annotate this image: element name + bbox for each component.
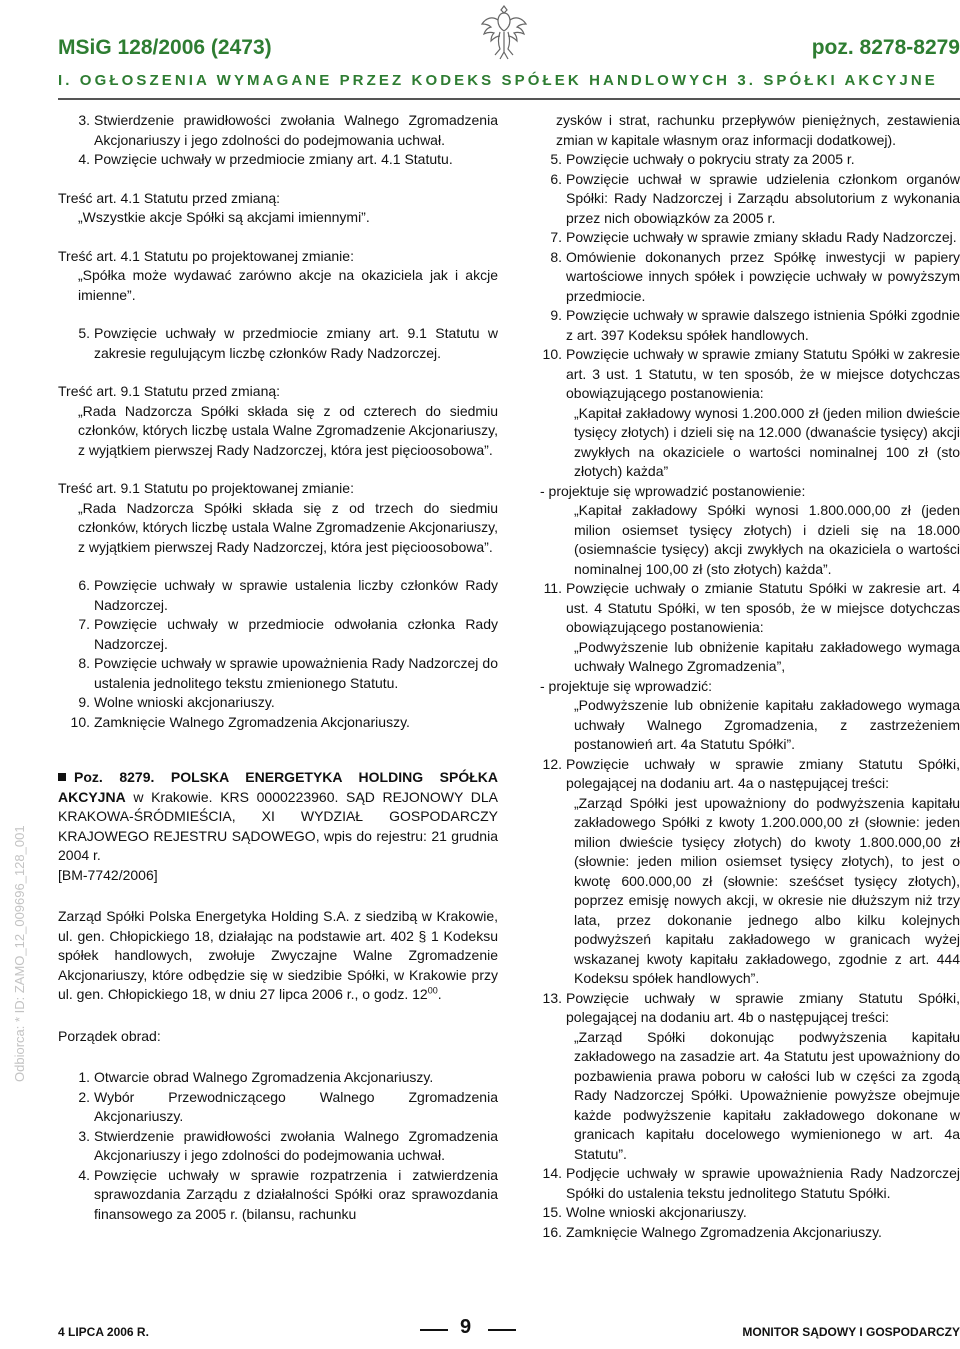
statute-quote: „Kapitał zakładowy Spółki wynosi 1.800.000,00 zł (jeden milion osiemset tysięcy złotych) i dzieli się na 18.000 (osiemnaście tysięcy) akcji zwykłych na okaziciela o wartości nominalnej 100,00 zł (sto złotych) każda”. [574, 502, 960, 577]
notice-body-end: . [437, 986, 442, 1002]
statute-quote: „Podwyższenie lub obniżenie kapitału zakładowego wymaga uchwały Walnego Zgromadzenia”, [574, 638, 960, 674]
item-text: Powzięcie uchwały w sprawie zmiany Statutu Spółki w zakresie art. 3 ust. 1 Statutu, w ten sposób, że w miejsce dotychczas obowiązującego postanowienia: [566, 346, 960, 401]
section-title: I. OGŁOSZENIA WYMAGANE PRZEZ KODEKS SPÓŁEK HANDLOWYCH 3. SPÓŁKI AKCYJNE [58, 72, 938, 89]
item-number: 2. [78, 1088, 90, 1105]
agenda-item [528, 228, 960, 248]
item-number: 5. [78, 325, 90, 341]
publication-name: MONITOR SĄDOWY I GOSPODARCZY [742, 1325, 960, 1339]
article-quote: „Rada Nadzorcza Spółki składa się z od czterech do siedmiu członków, których liczbę ustala Walne Zgromadzenie Akcjonariuszy, z wyjątkiem pierwszej Rady Nadzorczej, która jest pięcioosobowa”. [78, 402, 498, 458]
item-text: Stwierdzenie prawidłowości zwołania Walnego Zgromadzenia Akcjonariuszy i jego zdolności do podejmowania uchwał. [94, 112, 498, 148]
page-number-dash-left [420, 1329, 448, 1331]
article-quote: „Spółka może wydawać zarówno akcje na okaziciela jak i akcje imienne”. [78, 267, 498, 303]
polish-eagle-emblem-icon [478, 2, 530, 62]
agenda-item [528, 306, 960, 345]
agenda-item [528, 989, 960, 1028]
agenda-item [528, 1164, 960, 1203]
item-number: 4. [78, 151, 90, 167]
item-number: 7. [78, 616, 90, 632]
page-number-dash-right [488, 1329, 516, 1331]
item-number: 6. [550, 170, 562, 187]
item-text: Powzięcie uchwały w sprawie rozpatrzenia i zatwierdzenia sprawozdania Zarządu z działalności Spółki oraz sprawozdania finansowego za 2005 r. (bilansu, rachunku [94, 1166, 498, 1222]
notice-details: w Krakowie. KRS 0000223960. SĄD REJONOWY DLA KRAKOWA-ŚRÓDMIEŚCIA, XI WYDZIAŁ GOSPODARCZY KRAJOWEGO REJESTRU SĄDOWEGO, wpis do rejestru: 21 grudnia 2004 r. [58, 788, 498, 863]
left-column [58, 111, 498, 1224]
item-text: Powzięcie uchwał w sprawie udzielenia członkom organów Spółki: Rady Nadzorczej i Zarządu absolutorium z wykonania przez nich obowiązków za 2005 r. [566, 170, 960, 226]
item-text: Wolne wnioski akcjonariuszy. [566, 1204, 747, 1220]
item-number: 9. [550, 307, 562, 323]
agenda-item [58, 1127, 498, 1166]
item-text: Powzięcie uchwały o pokryciu straty za 2005 r. [566, 151, 855, 167]
agenda-item [528, 755, 960, 794]
item-number: 10. [70, 713, 90, 730]
statute-quote: „Zarząd Spółki jest upoważniony do podwyższenia kapitału zakładowego Spółki z kwoty 1.200.000,00 zł (słownie: jeden milion dwieście tysięcy złotych) do kwoty 1.800.000,00 zł (słownie: jeden milion osiemset tysięcy złotych), to jest o kwotę 600.000,00 zł (słownie: sześćset tysięcy złotych), poprzez emisję nowych akcji, w okresie nie dłuższym niż trzy lata, przez dokonanie jednego albo kilku kolejnych podwyższeń kapitału zakładowego w granicach wyżej wskazanej kwoty kapitału zakładowego, zgodnie z art. 444 Kodeksu spółek handlowych”. [574, 794, 960, 986]
article-label: Treść art. 4.1 Statutu po projektowanej zmianie: [58, 247, 354, 264]
header-rule [58, 98, 960, 100]
list-item [58, 615, 498, 654]
item-number: 12. [542, 755, 562, 772]
item-text: Wolne wnioski akcjonariuszy. [94, 694, 275, 710]
notice-header [58, 768, 498, 866]
item-text: Powzięcie uchwały w przedmiocie odwołania członka Rady Nadzorczej. [94, 616, 498, 652]
item-text: Powzięcie uchwały w sprawie zmiany Statutu Spółki, polegającej na dodaniu art. 4a o następującej treści: [566, 755, 960, 791]
item-text: Stwierdzenie prawidłowości zwołania Walnego Zgromadzenia Akcjonariuszy i jego zdolności do podejmowania uchwał. [94, 1127, 498, 1163]
agenda-item [58, 1088, 498, 1127]
agenda-label: Porządek obrad: [58, 1027, 161, 1044]
item-text: Zamknięcie Walnego Zgromadzenia Akcjonariuszy. [94, 713, 410, 730]
position-range: poz. 8278-8279 [811, 36, 960, 59]
article-label: Treść art. 9.1 Statutu przed zmianą: [58, 383, 281, 399]
item-text: Powzięcie uchwały w sprawie ustalenia liczby członków Rady Nadzorczej. [94, 577, 498, 613]
list-item [58, 693, 498, 713]
agenda-item [528, 579, 960, 638]
item-text: Powzięcie uchwały w sprawie zmiany Statutu Spółki, polegającej na dodaniu art. 4b o następującej treści: [566, 989, 960, 1025]
item-text: Powzięcie uchwały w sprawie zmiany składu Rady Nadzorczej. [566, 229, 957, 245]
item-number: 13. [542, 989, 562, 1006]
notice-reference: [BM-7742/2006] [58, 866, 158, 883]
item-text: Powzięcie uchwały w sprawie upoważnienia Rady Nadzorczej do ustalenia jednolitego tekstu zmienionego Statutu. [94, 655, 498, 691]
item-text: Powzięcie uchwały o zmianie Statutu Spółki w zakresie art. 4 ust. 4 Statutu Spółki, w ten sposób, że w miejsce dotychczas obowiązującego postanowienia: [566, 580, 960, 635]
statute-dash-line: - projektuje się wprowadzić: [540, 677, 712, 694]
list-item [58, 150, 498, 170]
list-item [58, 576, 498, 615]
agenda-item [528, 150, 960, 170]
item-number: 8. [550, 248, 562, 265]
agenda-item [528, 170, 960, 229]
notice-title: Poz. 8279. POLSKA ENERGETYKA HOLDING SPÓŁKA AKCYJNA [58, 769, 498, 805]
statute-quote: „Podwyższenie lub obniżenie kapitału zakładowego wymaga uchwały Walnego Zgromadzenia, z zastrzeżeniem postanowień art. 4a Statutu Spółki”. [574, 697, 960, 752]
list-item [58, 111, 498, 150]
item-number: 4. [78, 1166, 90, 1183]
item-number: 15. [542, 1204, 562, 1220]
item-number: 8. [78, 655, 90, 671]
statute-quote: „Zarząd Spółki dokonując podwyższenia kapitału zakładowego na zasadzie art. 4a Statutu jest upoważniony do pozbawienia prawa poboru w całości lub w części za zgodą Rady Nadzorczej Spółki. Upoważnienie powyższe obejmuje każde podwyższenie kapitału zakładowego dokonane w granicach kapitału docelowego wymienionego w art. 4a Statutu”. [574, 1028, 960, 1162]
item-number: 14. [542, 1165, 562, 1181]
item-text: Zamknięcie Walnego Zgromadzenia Akcjonariuszy. [566, 1223, 882, 1240]
agenda-item [528, 1203, 960, 1223]
agenda-item [528, 1223, 960, 1243]
item-number: 11. [543, 580, 562, 596]
item-text: Wybór Przewodniczącego Walnego Zgromadzenia Akcjonariuszy. [94, 1088, 498, 1124]
right-column [528, 111, 960, 1242]
item-number: 9. [78, 694, 90, 710]
article-label: Treść art. 9.1 Statutu po projektowanej zmianie: [58, 480, 354, 496]
item-text: Otwarcie obrad Walnego Zgromadzenia Akcjonariuszy. [94, 1069, 434, 1085]
recipient-watermark: Odbiorca: * ID: ZAMO_12_009696_128_001 [12, 825, 27, 1082]
item-number: 10. [542, 346, 562, 362]
notice-body [58, 907, 498, 1005]
item-number: 7. [550, 229, 562, 245]
item-number: 1. [78, 1069, 90, 1085]
article-label: Treść art. 4.1 Statutu przed zmianą: [58, 189, 281, 206]
bullet-square-icon [58, 773, 66, 781]
item-number: 3. [78, 1127, 90, 1144]
item-number: 16. [542, 1223, 562, 1240]
agenda-item [58, 1166, 498, 1225]
time-minutes: 00 [427, 985, 438, 996]
item-text: Omówienie dokonanych przez Spółkę inwestycji w papiery wartościowe innych spółek i powzięcie uchwały w powyższym przedmiocie. [566, 248, 960, 304]
item-number: 3. [78, 112, 90, 128]
publication-issue: MSiG 128/2006 (2473) [58, 36, 272, 59]
article-quote: „Rada Nadzorcza Spółki składa się z od trzech do siedmiu członków, których liczbę ustala Walne Zgromadzenie Akcjonariuszy, z wyjątkiem pierwszej Rady Nadzorczej, która jest pięcioosobowa”. [78, 499, 498, 555]
page-number: 9 [460, 1316, 472, 1338]
list-item [58, 654, 498, 693]
agenda-continuation: zysków i strat, rachunku przepływów pieniężnych, zestawienia zmian w kapitale własnym oraz informacji dodatkowej). [556, 112, 960, 148]
list-item [58, 713, 498, 733]
item-text: Powzięcie uchwały w sprawie dalszego istnienia Spółki zgodnie z art. 397 Kodeksu spółek handlowych. [566, 307, 960, 343]
issue-date: 4 LIPCA 2006 R. [58, 1325, 149, 1339]
item-text: Podjęcie uchwały w sprawie upoważnienia Rady Nadzorczej Spółki do ustalenia tekstu jednolitego Statutu Spółki. [566, 1165, 960, 1201]
notice-body-text: Zarząd Spółki Polska Energetyka Holding S.A. z siedzibą w Krakowie, ul. gen. Chłopickiego 18, działając na podstawie art. 402 § 1 Kodeksu spółek handlowych, zwołuje Zwyczajne Walne Zgromadzenie Akcjonariuszy, które odbędzie się w siedzibie Spółki, w Krakowie przy ul. gen. Chłopickiego 18, w dniu 27 lipca 2006 r., o godz. 12 [58, 908, 498, 1002]
item-text: Powzięcie uchwały w przedmiocie zmiany art. 4.1 Statutu. [94, 151, 453, 167]
item-text: Powzięcie uchwały w przedmiocie zmiany art. 9.1 Statutu w zakresie regulującym liczbę członków Rady Nadzorczej. [94, 325, 498, 361]
item-number: 6. [78, 577, 90, 593]
list-item [58, 324, 498, 363]
agenda-item [528, 345, 960, 404]
item-number: 5. [550, 151, 562, 167]
article-quote: „Wszystkie akcje Spółki są akcjami imiennymi”. [78, 209, 370, 225]
agenda-item [58, 1068, 498, 1088]
statute-quote: „Kapitał zakładowy wynosi 1.200.000 zł (jeden milion dwieście tysięcy złotych) i dzieli się na 12.000 (dwanaście tysięcy) akcji zwykłych na okaziciele o wartości nominalnej 100 zł (sto złotych) każda” [574, 404, 960, 479]
agenda-item [528, 248, 960, 307]
statute-dash-line: - projektuje się wprowadzić postanowienie: [540, 482, 806, 499]
